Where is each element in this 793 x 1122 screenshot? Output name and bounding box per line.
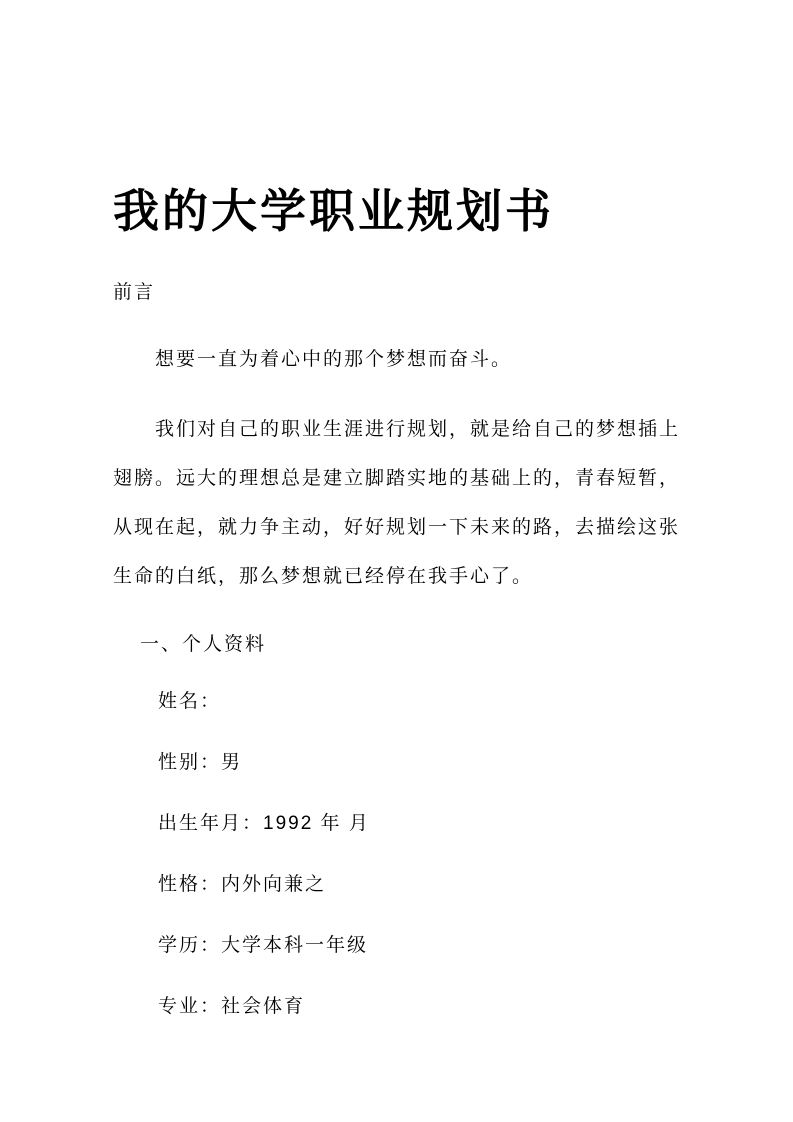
field-education: 学历：大学本科一年级 (158, 935, 369, 956)
field-personality: 性格：内外向兼之 (158, 874, 327, 895)
field-name: 姓名： (158, 691, 222, 712)
document-title: 我的大学职业规划书 (113, 185, 554, 237)
field-birthdate: 出生年月：1992 年 月 (158, 813, 370, 834)
paragraph: 想要一直为着心中的那个梦想而奋斗。 (155, 349, 513, 370)
field-gender: 性别：男 (158, 752, 243, 773)
preface-label: 前言 (113, 282, 156, 303)
field-major: 专业：社会体育 (158, 996, 306, 1017)
paragraph: 我们对自己的职业生涯进行规划，就是给自己的梦想插上翅膀。远大的理想总是建立脚踏实地的基础上的，青春短暂，从现在起，就力争主动，好好规划一下未来的路，去描绘这张生命的白纸，那么梦想就已经停在我手心了。 (113, 419, 681, 587)
section-heading-personal-info: 一、个人资料 (140, 634, 267, 655)
